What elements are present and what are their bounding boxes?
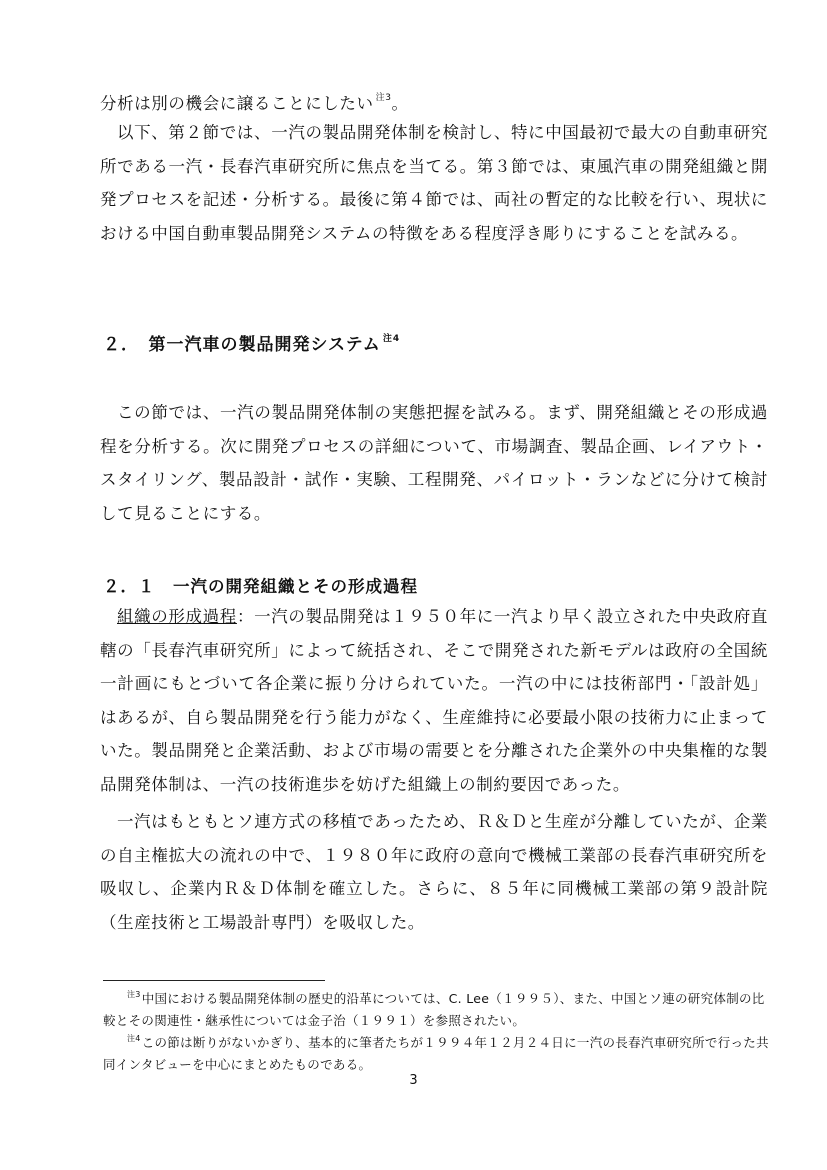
intro-paragraph: 以下、第２節では、一汽の製品開発体制を検討し、特に中国最初で最大の自動車研究所である一汽・長春汽車研究所に焦点を当てる。第３節では、東風汽車の開発組織と開発プロセスを記述・分析する。最後に第４節では、両社の暫定的な比較を行い、現状における中国自動車製品開発システムの特徴をある程度浮き彫りにすることを試みる。 (100, 123, 768, 243)
footnote-3 (103, 984, 771, 1032)
organization-formation-label: 組織の形成過程 (117, 607, 237, 626)
footnote-ref-4[interactable]: 注4 (382, 334, 401, 344)
footnote-4-text: この節は断りがないかぎり、基本的に筆者たちが１９９４年１２月２４日に一汽の長春汽車研究所で行った共同インタビューを中心にまとめたものである。 (103, 1035, 769, 1072)
intro-line-end: 。 (391, 94, 409, 113)
section-2-1-paragraph-1 (100, 600, 768, 801)
footnote-divider (103, 980, 325, 981)
intro-line-text: 分析は別の機会に譲ることにしたい (100, 94, 374, 113)
intro-line (100, 82, 768, 121)
footnote-3-text: 中国における製品開発体制の歴史的沿革については、C. Lee（１９９５）、また、中国とソ連の研究体制の比較とその関連性・継承性については金子治（１９９１）を参照されたい。 (103, 991, 765, 1028)
organization-formation-text: ：一汽の製品開発は１９５０年に一汽より早く設立された中央政府直轄の「長春汽車研究所」によって統括され、そこで開発された新モデルは政府の全国統一計画にもとづいて各企業に振り分けられていた。一汽の中には技術部門・「設計処」はあるが、自ら製品開発を行う能力がなく、生産維持に必要最小限の技術力に止まっていた。製品開発と企業活動、および市場の需要とを分離された企業外の中央集権的な製品開発体制は、一汽の技術進歩を妨げた組織上の制約要因であった。 (100, 607, 769, 794)
section-2-heading (103, 330, 400, 355)
page-number: 3 (409, 1073, 418, 1088)
footnote-3-mark: 注3 (127, 990, 141, 999)
footnote-ref-3[interactable]: 注3 (375, 93, 392, 103)
section-2-paragraph: この節では、一汽の製品開発体制の実態把握を試みる。まず、開発組織とその形成過程を分析する。次に開発プロセスの詳細について、市場調査、製品企画、レイアウト・スタイリング、製品設計・試作・実験、工程開発、パイロット・ランなどに分けて検討して見ることにする。 (100, 403, 768, 523)
footnote-4-mark: 注4 (127, 1034, 141, 1043)
section-2-1-heading: ２．１ 一汽の開発組織とその形成過程 (103, 577, 418, 596)
section-2-1-paragraph-2: 一汽はもともとソ連方式の移植であったため、Ｒ＆Ｄと生産が分離していたが、企業の自主権拡大の流れの中で、１９８０年に政府の意向で機械工業部の長春汽車研究所を吸収し、企業内Ｒ＆Ｄ体制を確立した。さらに、８５年に同機械工業部の第９設計院（生産技術と工場設計専門）を吸収した。 (100, 812, 768, 932)
footnote-4 (103, 1028, 771, 1076)
section-2-title: ２． 第一汽車の製品開発システム (103, 335, 381, 355)
